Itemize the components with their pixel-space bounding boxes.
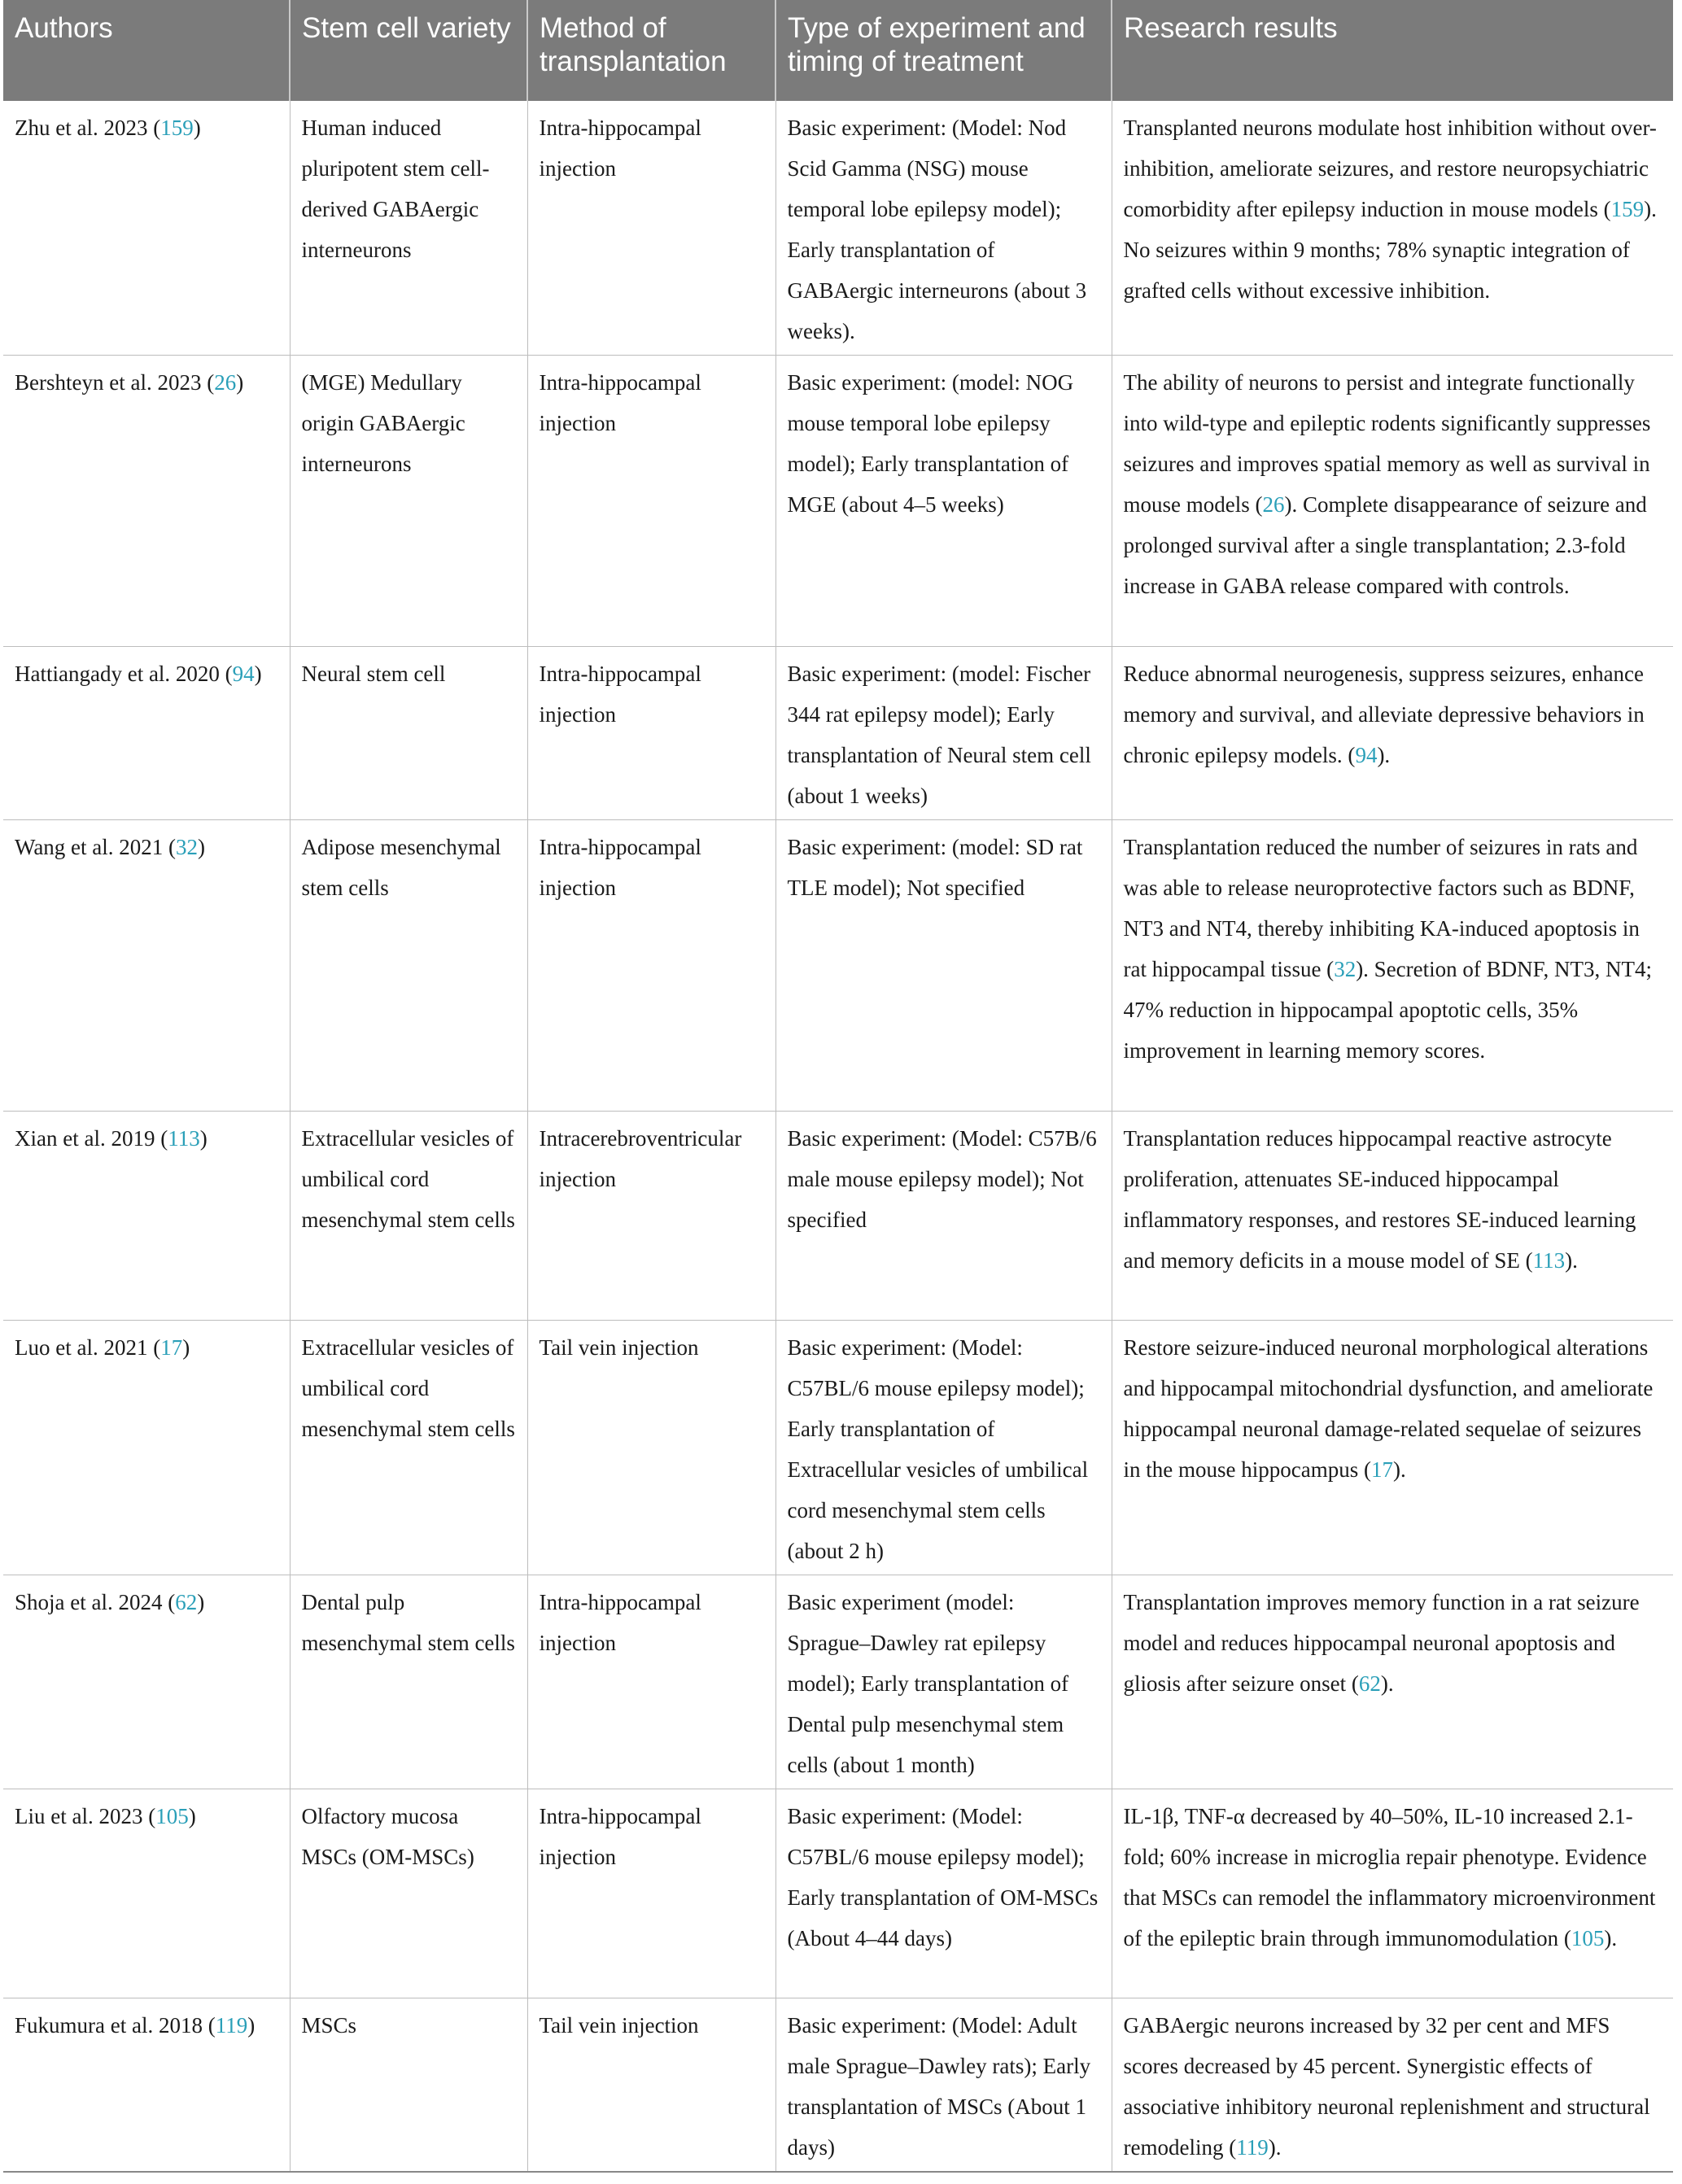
table-row	[3, 1112, 1673, 1321]
result-cell	[1112, 356, 1673, 647]
experiment-cell: Basic experiment: (Model: C57B/6 male mouse epilepsy model); Not specified	[775, 1112, 1112, 1321]
result-text: ).	[1377, 743, 1391, 767]
citation-link[interactable]: 26	[1262, 492, 1285, 517]
table-row	[3, 1321, 1673, 1575]
result-cell	[1112, 820, 1673, 1112]
stem-cell-variety-cell: Adipose mesenchymal stem cells	[290, 820, 527, 1112]
citation-link[interactable]: 94	[232, 662, 255, 686]
experiment-cell: Basic experiment: (Model: C57BL/6 mouse epilepsy model); Early transplantation of Extracellular vesicles of umbilical cord mesenchymal stem cells (about 2 h)	[775, 1321, 1112, 1575]
author-text: Zhu et al. 2023 (	[15, 116, 161, 140]
stem-cell-variety-cell: Extracellular vesicles of umbilical cord mesenchymal stem cells	[290, 1321, 527, 1575]
method-cell: Intra-hippocampal injection	[527, 820, 775, 1112]
table-row	[3, 101, 1673, 356]
author-text: Hattiangady et al. 2020 (	[15, 662, 233, 686]
result-cell	[1112, 101, 1673, 356]
author-cell	[3, 1789, 290, 1998]
stem-cell-variety-cell: MSCs	[290, 1998, 527, 2173]
experiment-cell: Basic experiment: (Model: Nod Scid Gamma (NSG) mouse temporal lobe epilepsy model); Early transplantation of GABAergic interneurons (about 3 weeks).	[775, 101, 1112, 356]
header-authors: Authors	[3, 0, 290, 101]
citation-link[interactable]: 32	[176, 835, 199, 859]
author-text: Liu et al. 2023 (	[15, 1804, 156, 1828]
result-text: Restore seizure-induced neuronal morphological alterations and hippocampal mitochondrial dysfunction, and ameliorate hippocampal neuronal damage-related sequelae of seizures in the mouse hippocampus (	[1123, 1335, 1654, 1482]
header-row	[3, 0, 1673, 101]
author-close: )	[247, 2013, 256, 2038]
author-text: Fukumura et al. 2018 (	[15, 2013, 216, 2038]
citation-link[interactable]: 119	[215, 2013, 248, 2038]
citation-link[interactable]: 32	[1334, 957, 1357, 981]
table-header	[3, 0, 1673, 101]
author-cell	[3, 356, 290, 647]
author-text: Xian et al. 2019 (	[15, 1126, 168, 1151]
result-text: ).	[1392, 1457, 1406, 1482]
citation-link[interactable]: 26	[214, 370, 237, 395]
stem-cell-variety-cell: (MGE) Medullary origin GABAergic interneurons	[290, 356, 527, 647]
method-cell: Intra-hippocampal injection	[527, 101, 775, 356]
citation-link[interactable]: 159	[1610, 197, 1645, 221]
author-close: )	[199, 1126, 208, 1151]
table-body	[3, 101, 1673, 2172]
experiment-cell: Basic experiment: (model: SD rat TLE model); Not specified	[775, 820, 1112, 1112]
method-cell: Intra-hippocampal injection	[527, 1575, 775, 1789]
author-cell	[3, 820, 290, 1112]
result-text: Transplantation improves memory function in a rat seizure model and reduces hippocampal neuronal apoptosis and gliosis after seizure onset (	[1123, 1590, 1640, 1696]
author-close: )	[254, 662, 262, 686]
experiment-cell: Basic experiment (model: Sprague–Dawley rat epilepsy model); Early transplantation of Dental pulp mesenchymal stem cells (about 1 month)	[775, 1575, 1112, 1789]
header-method-of-transplantation: Method of transplantation	[527, 0, 775, 101]
result-text: Transplantation reduced the number of seizures in rats and was able to release neuroprotective factors such as BDNF, NT3 and NT4, thereby inhibiting KA-induced apoptosis in rat hippocampal tissue (	[1123, 835, 1640, 981]
citation-link[interactable]: 105	[155, 1804, 189, 1828]
citation-link[interactable]: 113	[168, 1126, 200, 1151]
result-text: ).	[1604, 1926, 1618, 1950]
result-text: ). Secretion of BDNF, NT3, NT4; 47% reduction in hippocampal apoptotic cells, 35% improvement in learning memory scores.	[1123, 957, 1652, 1063]
citation-link[interactable]: 113	[1532, 1248, 1566, 1273]
author-cell	[3, 101, 290, 356]
result-text: IL-1β, TNF-α decreased by 40–50%, IL-10 increased 2.1-fold; 60% increase in microglia repair phenotype. Evidence that MSCs can remodel the inflammatory microenvironment of the epileptic brain through immunomodulation (	[1123, 1804, 1656, 1950]
method-cell: Tail vein injection	[527, 1321, 775, 1575]
experiment-cell: Basic experiment: (model: Fischer 344 rat epilepsy model); Early transplantation of Neural stem cell (about 1 weeks)	[775, 647, 1112, 820]
result-text: Transplanted neurons modulate host inhibition without over-inhibition, ameliorate seizures, and restore neuropsychiatric comorbidity after epilepsy induction in mouse models (	[1123, 116, 1657, 221]
result-text: ).	[1565, 1248, 1578, 1273]
author-cell	[3, 1575, 290, 1789]
citation-link[interactable]: 119	[1236, 2135, 1269, 2160]
stem-cell-variety-cell: Human induced pluripotent stem cell-derived GABAergic interneurons	[290, 101, 527, 356]
result-cell	[1112, 647, 1673, 820]
header-type-of-experiment: Type of experiment and timing of treatment	[775, 0, 1112, 101]
result-text: GABAergic neurons increased by 32 per cent and MFS scores decreased by 45 percent. Synergistic effects of associative inhibitory neuronal replenishment and structural remodeling (	[1123, 2013, 1650, 2160]
result-text: ).	[1268, 2135, 1282, 2160]
method-cell: Intra-hippocampal injection	[527, 1789, 775, 1998]
experiment-cell: Basic experiment: (Model: Adult male Sprague–Dawley rats); Early transplantation of MSCs (About 1 days)	[775, 1998, 1112, 2173]
result-cell	[1112, 1112, 1673, 1321]
author-text: Luo et al. 2021 (	[15, 1335, 161, 1360]
table-row	[3, 1789, 1673, 1998]
result-text: ).	[1380, 1671, 1394, 1696]
citation-link[interactable]: 17	[1370, 1457, 1393, 1482]
method-cell: Intra-hippocampal injection	[527, 356, 775, 647]
author-text: Wang et al. 2021 (	[15, 835, 177, 859]
author-close: )	[182, 1335, 190, 1360]
citation-link[interactable]: 62	[1358, 1671, 1381, 1696]
experiment-cell: Basic experiment: (model: NOG mouse temporal lobe epilepsy model); Early transplantation of MGE (about 4–5 weeks)	[775, 356, 1112, 647]
citation-link[interactable]: 105	[1571, 1926, 1605, 1950]
citation-link[interactable]: 94	[1355, 743, 1378, 767]
result-cell	[1112, 1998, 1673, 2173]
author-close: )	[193, 116, 201, 140]
result-text: ). No seizures within 9 months; 78% synaptic integration of grafted cells without excessive inhibition.	[1123, 197, 1657, 303]
method-cell: Intracerebroventricular injection	[527, 1112, 775, 1321]
result-text: Reduce abnormal neurogenesis, suppress seizures, enhance memory and survival, and alleviate depressive behaviors in chronic epilepsy models. (	[1123, 662, 1645, 767]
author-close: )	[198, 835, 206, 859]
stem-cell-variety-cell: Extracellular vesicles of umbilical cord mesenchymal stem cells	[290, 1112, 527, 1321]
table-row	[3, 356, 1673, 647]
result-text: The ability of neurons to persist and integrate functionally into wild-type and epileptic rodents significantly suppresses seizures and improves spatial memory as well as survival in mouse models (	[1123, 370, 1651, 517]
table-row	[3, 647, 1673, 820]
result-text: Transplantation reduces hippocampal reactive astrocyte proliferation, attenuates SE-induced hippocampal inflammatory responses, and restores SE-induced learning and memory deficits in a mouse model of SE (	[1123, 1126, 1636, 1273]
author-text: Shoja et al. 2024 (	[15, 1590, 176, 1614]
experiment-cell: Basic experiment: (Model: C57BL/6 mouse epilepsy model); Early transplantation of OM-MSCs (About 4–44 days)	[775, 1789, 1112, 1998]
table-row	[3, 820, 1673, 1112]
author-close: )	[188, 1804, 196, 1828]
stem-cell-variety-cell: Neural stem cell	[290, 647, 527, 820]
method-cell: Intra-hippocampal injection	[527, 647, 775, 820]
author-cell	[3, 1321, 290, 1575]
citation-link[interactable]: 62	[175, 1590, 198, 1614]
result-text: ). Complete disappearance of seizure and prolonged survival after a single transplantation; 2.3-fold increase in GABA release compared with controls.	[1123, 492, 1647, 598]
author-close: )	[236, 370, 244, 395]
header-stem-cell-variety: Stem cell variety	[290, 0, 527, 101]
author-text: Bershteyn et al. 2023 (	[15, 370, 215, 395]
header-research-results: Research results	[1112, 0, 1673, 101]
stem-cell-variety-cell: Olfactory mucosa MSCs (OM-MSCs)	[290, 1789, 527, 1998]
result-cell	[1112, 1575, 1673, 1789]
method-cell: Tail vein injection	[527, 1998, 775, 2173]
result-cell	[1112, 1789, 1673, 1998]
author-cell	[3, 1998, 290, 2173]
citation-link[interactable]: 159	[160, 116, 194, 140]
stem-cell-transplantation-table	[3, 0, 1673, 2173]
author-close: )	[197, 1590, 205, 1614]
stem-cell-variety-cell: Dental pulp mesenchymal stem cells	[290, 1575, 527, 1789]
table-row	[3, 1575, 1673, 1789]
citation-link[interactable]: 17	[160, 1335, 183, 1360]
table-row	[3, 1998, 1673, 2173]
author-cell	[3, 647, 290, 820]
author-cell	[3, 1112, 290, 1321]
result-cell	[1112, 1321, 1673, 1575]
